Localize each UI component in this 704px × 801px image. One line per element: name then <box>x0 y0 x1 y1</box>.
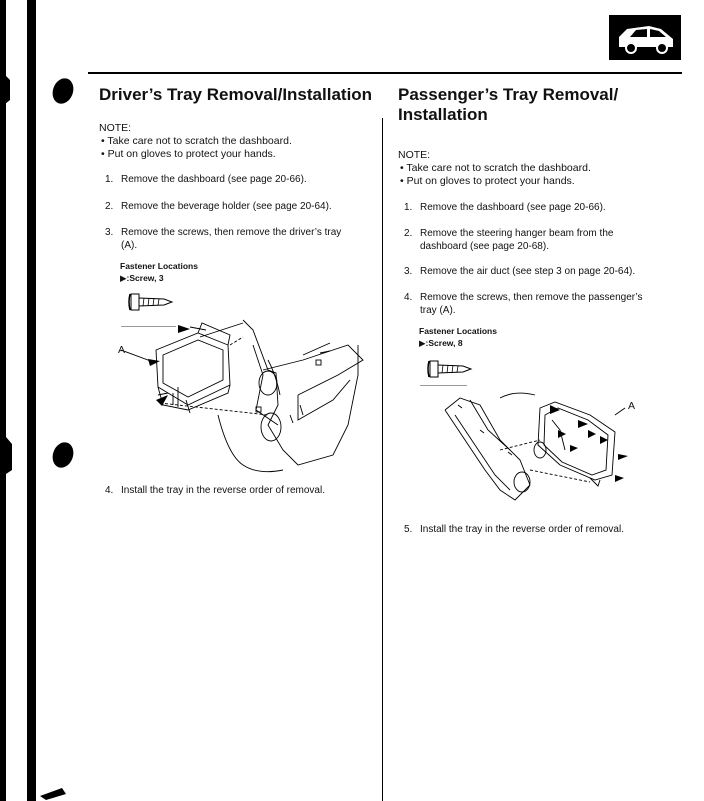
bullet-icon: • <box>101 148 105 160</box>
left-step-2: 2. Remove the beverage holder (see page 20-64). <box>105 201 332 212</box>
column-divider <box>382 118 383 801</box>
right-note-label: NOTE: <box>398 149 431 161</box>
left-note-1: • Take care not to scratch the dashboard. <box>101 135 292 147</box>
right-callout-a: A <box>628 400 636 412</box>
hole-punch-top <box>50 76 80 106</box>
margin-tab-top <box>0 70 20 110</box>
right-note-2: • Put on gloves to protect your hands. <box>400 175 575 187</box>
left-callout-a: A <box>118 344 126 356</box>
right-section-title-line2: Installation <box>398 105 488 124</box>
screw-icon <box>126 290 176 314</box>
header-rule <box>88 72 682 74</box>
left-fastener-title: Fastener Locations <box>120 261 198 271</box>
right-step-5: 5. Install the tray in the reverse order of removal. <box>404 524 624 535</box>
right-step-2-cont: dashboard (see page 20-68). <box>420 241 549 252</box>
bullet-icon: • <box>400 175 404 187</box>
right-fastener-title: Fastener Locations <box>419 326 497 336</box>
right-fastener-detail: ▶:Screw, 8 <box>419 338 463 348</box>
left-step-3-cont: (A). <box>121 240 138 251</box>
margin-tab-bottom <box>40 786 70 801</box>
driver-tray-diagram <box>118 315 368 485</box>
right-step-4-cont: tray (A). <box>420 305 456 316</box>
right-note-1: • Take care not to scratch the dashboard. <box>400 162 591 174</box>
right-section-title-line1: Passenger’s Tray Removal/ <box>398 85 619 104</box>
arrow-icon: ▶ <box>120 273 127 283</box>
left-note-2: • Put on gloves to protect your hands. <box>101 148 276 160</box>
left-step-3: 3. Remove the screws, then remove the driver’s tray <box>105 227 342 238</box>
bullet-icon: • <box>400 162 404 174</box>
hole-punch-mid <box>50 440 80 470</box>
left-step-4: 4. Install the tray in the reverse order of removal. <box>105 485 325 496</box>
right-step-2: 2. Remove the steering hanger beam from the <box>404 228 614 239</box>
fastener-separator <box>420 385 467 386</box>
arrow-icon: ▶ <box>419 338 426 348</box>
margin-bar <box>27 0 36 801</box>
car-section-icon <box>609 15 681 60</box>
screw-icon <box>425 357 475 381</box>
passenger-tray-diagram <box>440 390 640 520</box>
right-step-3: 3. Remove the air duct (see step 3 on page 20-64). <box>404 266 636 277</box>
binding-edge <box>0 0 6 801</box>
left-note-label: NOTE: <box>99 122 132 134</box>
right-step-1: 1. Remove the dashboard (see page 20-66). <box>404 202 606 213</box>
left-step-1: 1. Remove the dashboard (see page 20-66). <box>105 174 307 185</box>
left-fastener-detail: ▶:Screw, 3 <box>120 273 164 283</box>
bullet-icon: • <box>101 135 105 147</box>
margin-tab-mid <box>0 430 20 480</box>
left-section-title: Driver’s Tray Removal/Installation <box>99 85 373 104</box>
right-step-4: 4. Remove the screws, then remove the passenger’s <box>404 292 643 303</box>
